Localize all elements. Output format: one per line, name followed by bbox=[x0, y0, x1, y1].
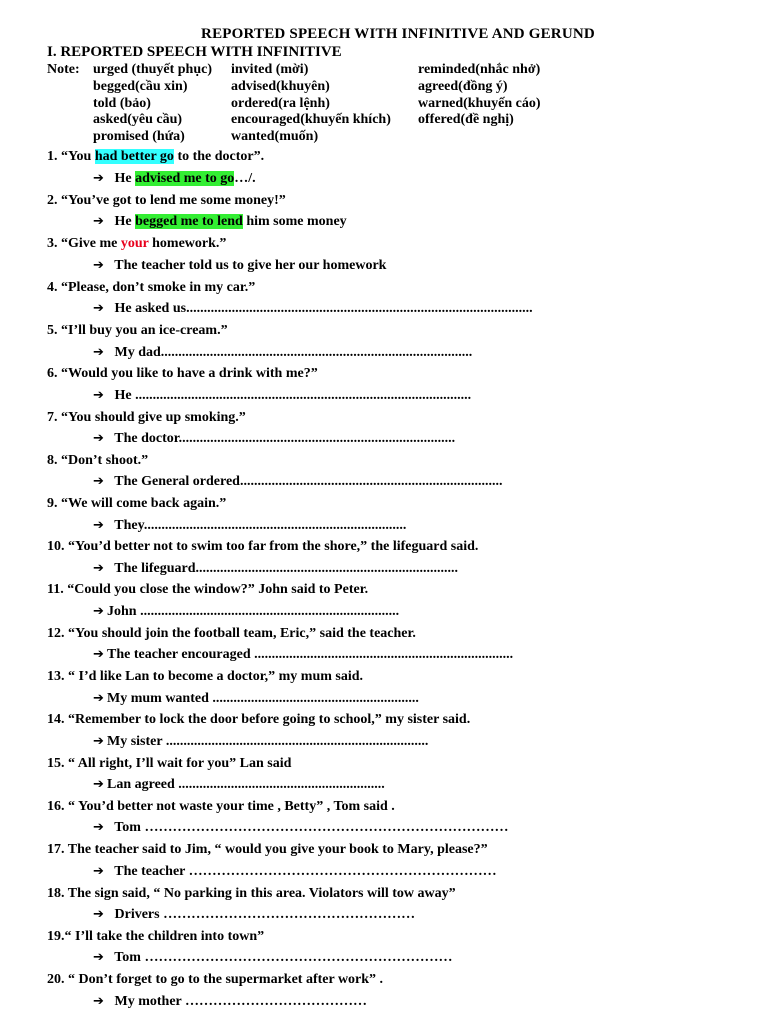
arrow-icon: ➔ bbox=[93, 864, 104, 879]
answer-text: …/. bbox=[234, 171, 256, 186]
note-item: reminded(nhắc nhở) bbox=[418, 62, 541, 77]
note-item: promised (hứa) bbox=[93, 129, 185, 145]
question-3 bbox=[47, 236, 226, 252]
arrow-icon: ➔ bbox=[93, 345, 104, 360]
answer-16 bbox=[93, 820, 508, 836]
question-14: 14. “Remember to lock the door before going to school,” my sister said. bbox=[47, 712, 471, 727]
question-12: 12. “You should join the football team, Eric,” said the teacher. bbox=[47, 626, 416, 641]
answer-5 bbox=[93, 345, 472, 361]
answer-text: him some money bbox=[242, 214, 347, 229]
vocabulary-notes bbox=[93, 62, 618, 146]
arrow-icon: ➔ bbox=[93, 258, 104, 273]
answer-14 bbox=[93, 734, 428, 750]
answer-text: He bbox=[111, 171, 136, 186]
arrow-icon: ➔ bbox=[93, 301, 104, 316]
answer-2 bbox=[93, 214, 347, 230]
answer-blank: The General ordered........................................................................... bbox=[111, 474, 503, 489]
answer-blank: Lan agreed ........................................................... bbox=[107, 777, 385, 792]
arrow-icon: ➔ bbox=[93, 777, 104, 792]
answer-text: The teacher told us to give her our homework bbox=[111, 258, 387, 273]
question-4: 4. “Please, don’t smoke in my car.” bbox=[47, 280, 256, 295]
answer-11 bbox=[93, 604, 399, 620]
answer-15 bbox=[93, 777, 385, 793]
answer-8 bbox=[93, 474, 502, 490]
note-item: warned(khuyến cáo) bbox=[418, 95, 541, 111]
arrow-icon: ➔ bbox=[93, 734, 104, 749]
page-title: REPORTED SPEECH WITH INFINITIVE AND GERUND bbox=[201, 26, 595, 42]
arrow-icon: ➔ bbox=[93, 388, 104, 403]
note-item: agreed(đồng ý) bbox=[418, 78, 508, 94]
answer-12 bbox=[93, 647, 513, 663]
highlighted-phrase: had better go bbox=[94, 149, 174, 164]
answer-blank: The teacher encouraged .......................................................................... bbox=[107, 647, 514, 662]
question-text: 1. “You bbox=[47, 149, 95, 164]
question-5: 5. “I’ll buy you an ice-cream.” bbox=[47, 323, 228, 338]
answer-9 bbox=[93, 518, 406, 534]
question-20: 20. “ Don’t forget to go to the supermarket after work” . bbox=[47, 972, 384, 987]
answer-6 bbox=[93, 388, 471, 404]
answer-3 bbox=[93, 258, 386, 274]
note-item: urged (thuyết phục) bbox=[93, 62, 213, 77]
arrow-icon: ➔ bbox=[93, 994, 104, 1009]
arrow-icon: ➔ bbox=[93, 604, 104, 619]
answer-20 bbox=[93, 994, 367, 1010]
question-text: homework.” bbox=[148, 236, 227, 251]
answer-text: He bbox=[111, 214, 136, 229]
highlighted-phrase: begged me to lend bbox=[135, 214, 243, 229]
question-19: 19.“ I’ll take the children into town” bbox=[47, 929, 265, 944]
arrow-icon: ➔ bbox=[93, 214, 104, 229]
question-7: 7. “You should give up smoking.” bbox=[47, 410, 246, 425]
arrow-icon: ➔ bbox=[93, 647, 104, 662]
question-1 bbox=[47, 149, 264, 165]
answer-blank: My dad......................................................................................... bbox=[111, 345, 473, 360]
question-17: 17. The teacher said to Jim, “ would you give your book to Mary, please?” bbox=[47, 842, 488, 857]
question-13: 13. “ I’d like Lan to become a doctor,” my mum said. bbox=[47, 669, 364, 684]
note-label: Note: bbox=[47, 62, 80, 77]
red-word: your bbox=[120, 236, 149, 251]
note-item: wanted(muốn) bbox=[231, 129, 319, 145]
answer-blank: My mum wanted ........................................................... bbox=[107, 691, 419, 706]
answer-blank: The lifeguard........................................................................... bbox=[111, 561, 459, 576]
answer-10 bbox=[93, 561, 458, 577]
answer-blank: Tom …………………………………………………………………… bbox=[111, 820, 509, 835]
note-item: begged(cầu xin) bbox=[93, 78, 188, 94]
answer-blank: He asked us................................................................................................... bbox=[111, 301, 533, 316]
question-10: 10. “You’d better not to swim too far from the shore,” the lifeguard said. bbox=[47, 539, 479, 554]
arrow-icon: ➔ bbox=[93, 431, 104, 446]
question-8: 8. “Don’t shoot.” bbox=[47, 453, 149, 468]
arrow-icon: ➔ bbox=[93, 950, 104, 965]
answer-1 bbox=[93, 171, 256, 187]
answer-blank: My mother ………………………………… bbox=[111, 994, 367, 1009]
note-item: invited (mời) bbox=[231, 62, 309, 77]
arrow-icon: ➔ bbox=[93, 171, 104, 186]
answer-13 bbox=[93, 691, 419, 707]
answer-blank: Tom ………………………………………………………… bbox=[111, 950, 453, 965]
question-text: to the doctor”. bbox=[173, 149, 265, 164]
note-item: ordered(ra lệnh) bbox=[231, 95, 330, 111]
question-16: 16. “ You’d better not waste your time , Betty” , Tom said . bbox=[47, 799, 395, 814]
note-item: asked(yêu cầu) bbox=[93, 112, 183, 128]
answer-blank: The doctor............................................................................... bbox=[111, 431, 456, 446]
note-item bbox=[418, 129, 618, 146]
answer-blank: John .......................................................................... bbox=[107, 604, 400, 619]
arrow-icon: ➔ bbox=[93, 474, 104, 489]
question-9: 9. “We will come back again.” bbox=[47, 496, 227, 511]
question-6: 6. “Would you like to have a drink with me?” bbox=[47, 366, 318, 381]
highlighted-phrase: advised me to go bbox=[135, 171, 235, 186]
arrow-icon: ➔ bbox=[93, 691, 104, 706]
arrow-icon: ➔ bbox=[93, 561, 104, 576]
arrow-icon: ➔ bbox=[93, 907, 104, 922]
arrow-icon: ➔ bbox=[93, 518, 104, 533]
question-2: 2. “You’ve got to lend me some money!” bbox=[47, 193, 286, 208]
answer-7 bbox=[93, 431, 455, 447]
section-heading: I. REPORTED SPEECH WITH INFINITIVE bbox=[47, 44, 342, 60]
note-item: offered(đề nghị) bbox=[418, 112, 514, 128]
answer-blank: He ................................................................................................ bbox=[111, 388, 472, 403]
question-text: 3. “Give me bbox=[47, 236, 121, 251]
answer-19 bbox=[93, 950, 452, 966]
note-item: told (bảo) bbox=[93, 95, 151, 111]
note-item: encouraged(khuyến khích) bbox=[231, 112, 391, 128]
answer-blank: The teacher ………………………………………………………… bbox=[111, 864, 497, 879]
question-11: 11. “Could you close the window?” John said to Peter. bbox=[47, 582, 369, 597]
question-18: 18. The sign said, “ No parking in this area. Violators will tow away” bbox=[47, 886, 456, 901]
note-item: advised(khuyên) bbox=[231, 78, 330, 94]
answer-17 bbox=[93, 864, 497, 880]
answer-4 bbox=[93, 301, 533, 317]
question-15: 15. “ All right, I’ll wait for you” Lan said bbox=[47, 756, 292, 771]
answer-blank: My sister ........................................................................... bbox=[107, 734, 429, 749]
answer-blank: They........................................................................... bbox=[111, 518, 407, 533]
answer-18 bbox=[93, 907, 415, 923]
answer-blank: Drivers ……………………………………………… bbox=[111, 907, 416, 922]
arrow-icon: ➔ bbox=[93, 820, 104, 835]
